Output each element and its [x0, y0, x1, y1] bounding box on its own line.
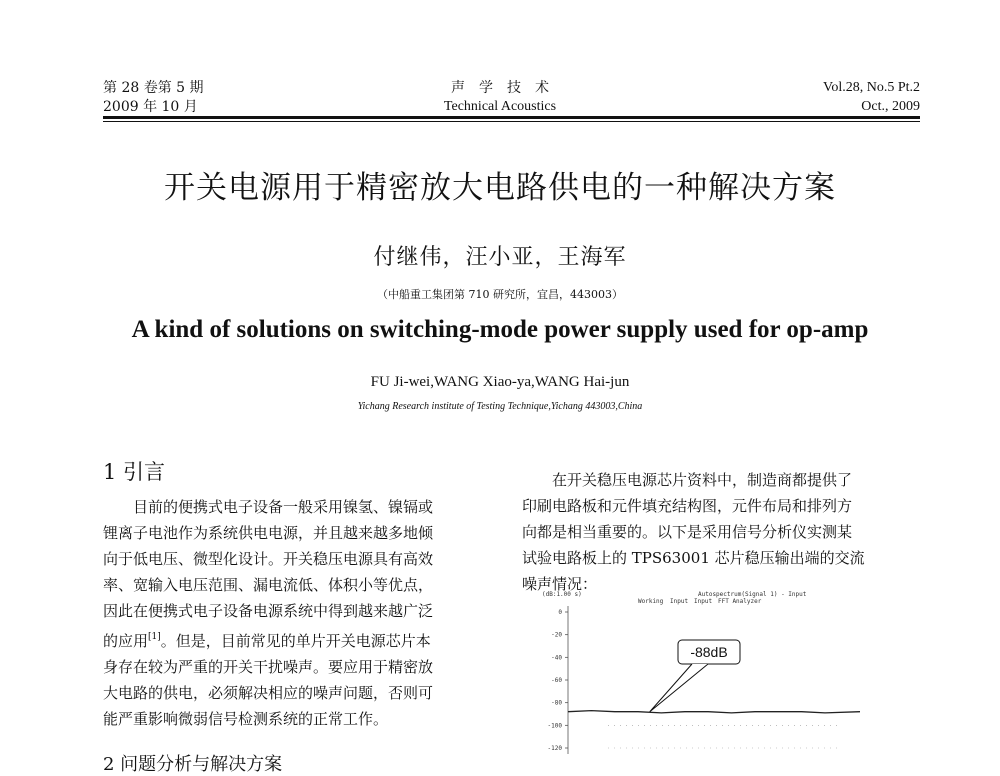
- callout-pointer: [650, 664, 708, 712]
- date-cn: 2009 年 10 月: [103, 99, 198, 115]
- paragraph-text: 的应用: [103, 632, 149, 650]
- chart-y-tick-label: 0: [558, 609, 562, 616]
- chart-trace-title: Autospectrum(Signal 1) - Input: [698, 591, 807, 598]
- noise-spectrum-figure: [538, 588, 868, 760]
- paragraph-line: 率、宽输入电压范围、漏电流低、体积小等优点，: [103, 576, 434, 594]
- chart-y-tick-label: -40: [551, 654, 562, 662]
- affiliation-en: Yichang Research institute of Testing Technique,Yichang 443003,China: [357, 401, 643, 412]
- date-en: Oct., 2009: [861, 99, 920, 114]
- paragraph-line: 目前的便携式电子设备一般采用镍氢、镍镉或: [133, 498, 434, 516]
- paragraph-line: 向都是相当重要的。以下是采用信号分析仪实测某: [522, 523, 853, 541]
- chart-legend-item: FFT Analyzer: [718, 598, 762, 605]
- volume-en: Vol.28, No.5 Pt.2: [823, 80, 920, 95]
- header-rule-thick: [103, 116, 920, 119]
- journal-name-en: Technical Acoustics: [443, 99, 557, 114]
- chart-legend-item: Input: [670, 598, 689, 605]
- chart-y-tick-label: -20: [551, 631, 562, 639]
- chart-y-tick-label: -80: [551, 699, 562, 707]
- paragraph-line: 向于低电压、微型化设计。开关稳压电源具有高效: [103, 550, 434, 568]
- chart-legend-item: Input: [694, 598, 713, 605]
- authors-en: FU Ji-wei,WANG Xiao-ya,WANG Hai-jun: [370, 374, 630, 390]
- affiliation-cn: （中船重工集团第 710 研究所，宜昌，443003）: [377, 288, 623, 301]
- paragraph-line: 因此在便携式电子设备电源系统中得到越来越广泛: [103, 602, 434, 620]
- header-rule-thin: [103, 121, 920, 122]
- citation-ref: [1]: [148, 632, 161, 642]
- chart-y-tick-label: -60: [551, 677, 562, 684]
- volume-cn: 第 28 卷第 5 期: [103, 80, 204, 96]
- paragraph-line: 印刷电路板和元件填充结构图，元件布局和排列方: [522, 497, 853, 515]
- paragraph-line: 能严重影响微弱信号检测系统的正常工作。: [103, 710, 389, 728]
- spectrum-chart: [538, 588, 868, 760]
- paragraph-line: 在开关稳压电源芯片资料中，制造商都提供了: [552, 471, 853, 489]
- section-1-left-column: [103, 494, 495, 732]
- paragraph-line: 大电路的供电，必须解决相应的噪声问题，否则可: [103, 684, 434, 702]
- chart-y-unit: (dB:1.00 s): [542, 591, 582, 598]
- paper-title-cn: 开关电源用于精密放大电路供电的一种解决方案: [164, 170, 836, 206]
- paragraph-line-with-citation: [103, 624, 495, 654]
- paragraph-line: 噪声情况：: [522, 575, 598, 593]
- paper-title-en: A kind of solutions on switching-mode power supply used for op-amp: [131, 316, 869, 343]
- journal-name-cn: 声 学 技 术: [451, 80, 549, 96]
- section-2-heading: 2 问题分析与解决方案: [103, 754, 283, 775]
- paragraph-line: 身存在较为严重的开关干扰噪声。要应用于精密放: [103, 658, 434, 676]
- paragraph-text: 。但是，目前常见的单片开关电源芯片本: [160, 632, 431, 650]
- section-1-right-column: [522, 467, 922, 597]
- paragraph-line: 锂离子电池作为系统供电电源，并且越来越多地倾: [103, 524, 434, 542]
- callout-label: -88dB: [690, 644, 728, 660]
- chart-legend-item: Working: [638, 598, 664, 605]
- chart-y-tick-label: -120: [547, 745, 562, 752]
- paragraph-line: 试验电路板上的 TPS63001 芯片稳压输出端的交流: [522, 549, 865, 567]
- section-1-heading: 1 引言: [103, 460, 166, 484]
- chart-series-line: [568, 711, 860, 713]
- chart-y-tick-label: -100: [547, 722, 562, 730]
- authors-cn: 付继伟，汪小亚，王海军: [373, 245, 627, 270]
